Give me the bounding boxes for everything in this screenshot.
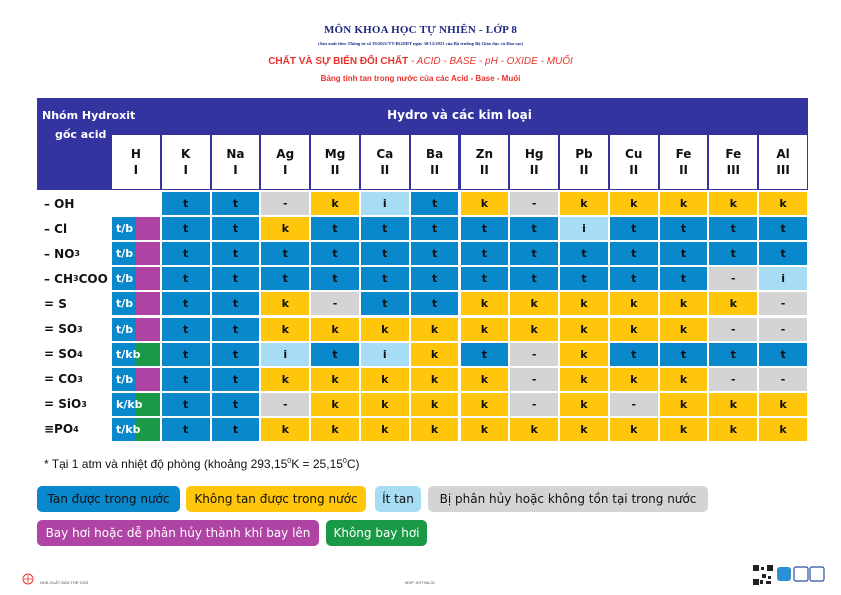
solubility-cell: t xyxy=(660,343,708,366)
solubility-cell: k xyxy=(261,418,309,441)
solubility-cell: t xyxy=(361,292,409,315)
anion-prefix: – OH xyxy=(44,196,75,211)
qr-code-icon xyxy=(752,564,774,586)
solubility-cell: t xyxy=(162,217,210,240)
solubility-cell: t/b xyxy=(112,242,160,265)
solubility-cell: k xyxy=(660,393,708,416)
ion-valence: III xyxy=(776,163,790,177)
solubility-cell: k xyxy=(610,318,658,341)
solubility-cell: - xyxy=(610,393,658,416)
solubility-cell: k xyxy=(261,368,309,391)
anion-label xyxy=(38,217,110,240)
solubility-cell: t xyxy=(212,368,260,391)
solubility-cell: i xyxy=(361,343,409,366)
anion-prefix: ≡PO xyxy=(44,422,74,437)
solubility-cell: k xyxy=(560,418,608,441)
anion-subscript: 3 xyxy=(77,374,83,384)
solubility-cell: k xyxy=(560,393,608,416)
ion-header-fe xyxy=(709,135,757,189)
page-subtitle: (Sản xuất theo Thông tư số 39/2021/TT-BGDĐT ngày 30/12/2021 của Bộ trưởng Bộ Giáo dục và Đào tạo) xyxy=(318,41,523,46)
solubility-cell: k xyxy=(660,418,708,441)
anion-prefix: – NO xyxy=(44,246,75,261)
solubility-cell: t xyxy=(212,393,260,416)
solubility-cell: t xyxy=(510,267,558,290)
solubility-cell: t xyxy=(162,393,210,416)
solubility-cell: k xyxy=(610,368,658,391)
solubility-cell: t xyxy=(610,217,658,240)
solubility-cell: t xyxy=(510,217,558,240)
solubility-cell: k xyxy=(759,393,807,416)
anion-label xyxy=(38,418,110,441)
solubility-cell: - xyxy=(759,368,807,391)
solubility-cell: t xyxy=(212,192,260,215)
ion-symbol: Pb xyxy=(575,146,593,161)
solubility-cell: t xyxy=(361,217,409,240)
solubility-cell xyxy=(112,192,160,215)
solubility-cell: i xyxy=(560,217,608,240)
ion-header-k xyxy=(162,135,210,189)
solubility-cell: t xyxy=(660,242,708,265)
solubility-cell: k xyxy=(560,343,608,366)
solubility-cell: t/b xyxy=(112,267,160,290)
ion-symbol: Cu xyxy=(625,146,643,161)
solubility-cell: - xyxy=(709,318,757,341)
anion-label xyxy=(38,192,110,215)
legend-volatile: Bay hơi hoặc dễ phân hủy thành khí bay lên xyxy=(37,520,319,546)
solubility-cell: - xyxy=(311,292,359,315)
solubility-cell: - xyxy=(261,393,309,416)
solubility-cell: t xyxy=(311,217,359,240)
solubility-cell: t xyxy=(709,343,757,366)
solubility-cell: k xyxy=(411,368,459,391)
solubility-cell: k xyxy=(759,418,807,441)
solubility-cell: t xyxy=(660,217,708,240)
solubility-cell: t xyxy=(461,267,509,290)
footnote-end: C) xyxy=(346,457,360,471)
solubility-cell: k xyxy=(759,192,807,215)
solubility-cell: t xyxy=(162,292,210,315)
solubility-cell: k xyxy=(461,192,509,215)
anion-prefix: = SO xyxy=(44,347,78,362)
solubility-cell: t xyxy=(759,217,807,240)
solubility-cell: k xyxy=(610,192,658,215)
solubility-cell: k xyxy=(261,292,309,315)
solubility-cell: k xyxy=(560,192,608,215)
solubility-cell: t xyxy=(510,242,558,265)
solubility-cell: t xyxy=(560,267,608,290)
solubility-cell: t/kb xyxy=(112,418,160,441)
solubility-cell: k xyxy=(510,418,558,441)
solubility-cell: k xyxy=(361,418,409,441)
metals-title: Hydro và các kim loại xyxy=(387,108,532,122)
corner-line2: gốc acid xyxy=(55,128,107,141)
solubility-cell: t xyxy=(162,192,210,215)
solubility-cell: - xyxy=(759,292,807,315)
solubility-cell: k xyxy=(709,418,757,441)
solubility-cell: t/b xyxy=(112,318,160,341)
solubility-cell: k xyxy=(261,217,309,240)
ion-header-ba xyxy=(411,135,459,189)
ion-valence: II xyxy=(330,163,340,177)
solubility-cell: t xyxy=(212,267,260,290)
ion-header-hg xyxy=(510,135,558,189)
solubility-cell: k xyxy=(660,192,708,215)
legend-soluble: Tan được trong nước xyxy=(37,486,180,512)
legend-decomposed: Bị phân hủy hoặc không tồn tại trong nước xyxy=(428,486,708,512)
solubility-cell: k xyxy=(660,318,708,341)
ion-header-cu xyxy=(610,135,658,189)
solubility-cell: t xyxy=(759,343,807,366)
solubility-cell: - xyxy=(510,343,558,366)
anion-prefix: = CO xyxy=(44,372,78,387)
solubility-cell: k xyxy=(311,418,359,441)
solubility-cell: k xyxy=(361,318,409,341)
solubility-cell: - xyxy=(510,192,558,215)
solubility-cell: t xyxy=(411,217,459,240)
solubility-cell: k xyxy=(411,393,459,416)
solubility-cell: t xyxy=(560,242,608,265)
solubility-cell: t xyxy=(610,267,658,290)
solubility-cell: k xyxy=(660,368,708,391)
solubility-cell: t xyxy=(411,267,459,290)
solubility-cell: k xyxy=(610,418,658,441)
anion-label xyxy=(38,318,110,341)
solubility-cell: t xyxy=(361,242,409,265)
solubility-cell: t xyxy=(162,418,210,441)
solubility-cell: t/kb xyxy=(112,343,160,366)
solubility-cell: t xyxy=(212,242,260,265)
footnote-text: * Tại 1 atm và nhiệt độ phòng (khoảng 293,15 xyxy=(44,457,288,471)
solubility-cell: k xyxy=(660,292,708,315)
certification-logos-icon xyxy=(776,565,826,585)
ion-symbol: H xyxy=(130,146,141,161)
ion-symbol: Na xyxy=(226,146,245,161)
topic-bold: CHẤT VÀ SỰ BIẾN ĐỔI CHẤT xyxy=(268,56,409,67)
anion-prefix: – Cl xyxy=(44,221,68,236)
solubility-cell: k xyxy=(311,368,359,391)
solubility-cell: k xyxy=(510,292,558,315)
solubility-cell: - xyxy=(261,192,309,215)
table-caption: Bảng tính tan trong nước của các Acid - Base - Muối xyxy=(320,74,521,83)
solubility-cell: k xyxy=(709,192,757,215)
anion-label xyxy=(38,242,110,265)
solubility-cell: k xyxy=(311,192,359,215)
solubility-cell: t xyxy=(212,318,260,341)
solubility-cell: k xyxy=(461,418,509,441)
solubility-cell: k xyxy=(411,318,459,341)
solubility-cell: - xyxy=(510,393,558,416)
anion-subscript: 3 xyxy=(81,399,87,409)
anion-label xyxy=(38,267,110,290)
solubility-cell: k xyxy=(411,418,459,441)
corner-line1: Nhóm Hydroxit xyxy=(42,109,136,122)
solubility-cell: t xyxy=(162,242,210,265)
solubility-cell: t xyxy=(411,242,459,265)
solubility-cell: t xyxy=(162,368,210,391)
solubility-cell: k xyxy=(709,393,757,416)
solubility-cell: i xyxy=(759,267,807,290)
ion-valence: I xyxy=(283,163,288,177)
ion-header-zn xyxy=(461,135,509,189)
solubility-cell: k xyxy=(461,318,509,341)
solubility-cell: t xyxy=(610,343,658,366)
solubility-cell: t xyxy=(709,217,757,240)
ion-symbol: Zn xyxy=(475,146,494,161)
ion-symbol: K xyxy=(181,146,191,161)
solubility-cell: k xyxy=(311,393,359,416)
ion-valence: II xyxy=(679,163,688,177)
topic-italic: - ACID - BASE - pH - OXIDE - MUỐI xyxy=(408,56,573,67)
footnote-sup1: 0 xyxy=(287,458,292,465)
solubility-cell: t xyxy=(411,292,459,315)
solubility-cell: t xyxy=(311,267,359,290)
ion-valence: II xyxy=(479,163,489,177)
ion-valence: III xyxy=(726,163,741,177)
anion-prefix: = SiO xyxy=(44,397,82,412)
solubility-cell: k xyxy=(560,368,608,391)
ion-symbol: Fe xyxy=(725,146,742,161)
solubility-cell: t xyxy=(311,242,359,265)
solubility-cell: - xyxy=(759,318,807,341)
ion-valence: I xyxy=(233,163,238,177)
ion-valence: II xyxy=(529,163,539,177)
product-code: MSP: KHTN8-02 xyxy=(405,580,435,585)
legend-nonvolatile: Không bay hơi xyxy=(326,520,427,546)
solubility-cell: k/kb xyxy=(112,393,160,416)
anion-subscript: 3 xyxy=(73,274,79,284)
anion-subscript: 4 xyxy=(73,424,79,434)
solubility-cell: k xyxy=(261,318,309,341)
ion-header-fe xyxy=(660,135,708,189)
ion-symbol: Hg xyxy=(524,146,544,161)
anion-suffix: COO xyxy=(78,271,108,286)
ion-header-ca xyxy=(361,135,409,189)
topic-line xyxy=(0,56,841,67)
solubility-cell: t xyxy=(411,192,459,215)
solubility-cell: t/b xyxy=(112,368,160,391)
solubility-cell: t xyxy=(311,343,359,366)
ion-valence: II xyxy=(579,163,589,177)
solubility-cell: k xyxy=(361,368,409,391)
ion-valence: II xyxy=(629,163,639,177)
corner-header xyxy=(37,98,136,190)
solubility-cell: t xyxy=(162,318,210,341)
page-title: MÔN KHOA HỌC TỰ NHIÊN - LỚP 8 xyxy=(323,24,518,36)
footnote-mid: K = 25,15 xyxy=(291,457,343,471)
ion-symbol: Al xyxy=(776,146,790,161)
solubility-cell: k xyxy=(461,292,509,315)
solubility-cell: k xyxy=(461,393,509,416)
ion-symbol: Ag xyxy=(276,146,295,161)
footnote-sup2: 0 xyxy=(342,458,347,465)
solubility-cell: k xyxy=(709,292,757,315)
solubility-cell: k xyxy=(311,318,359,341)
ion-header-h xyxy=(112,135,160,189)
anion-prefix: – CH xyxy=(44,271,74,286)
ion-symbol: Fe xyxy=(675,146,692,161)
solubility-cell: t xyxy=(212,292,260,315)
solubility-cell: - xyxy=(709,267,757,290)
solubility-cell: - xyxy=(709,368,757,391)
solubility-cell: k xyxy=(361,393,409,416)
solubility-cell: t xyxy=(261,267,309,290)
solubility-cell: t xyxy=(361,267,409,290)
ion-symbol: Mg xyxy=(324,146,346,161)
anion-label xyxy=(38,292,110,315)
solubility-cell: t xyxy=(660,267,708,290)
anion-subscript: 4 xyxy=(77,349,83,359)
ion-symbol: Ca xyxy=(376,146,394,161)
solubility-cell: - xyxy=(510,368,558,391)
anion-subscript: 3 xyxy=(77,324,83,334)
ion-header-mg xyxy=(311,135,359,189)
solubility-cell: k xyxy=(560,318,608,341)
ion-header-na xyxy=(212,135,260,189)
solubility-table xyxy=(37,98,808,441)
ion-header-al xyxy=(759,135,807,189)
solubility-cell: t xyxy=(212,217,260,240)
solubility-cell: i xyxy=(361,192,409,215)
anion-subscript: 3 xyxy=(74,249,80,259)
solubility-cell: k xyxy=(461,368,509,391)
solubility-cell: t xyxy=(162,267,210,290)
solubility-cell: t xyxy=(461,242,509,265)
solubility-cell: t xyxy=(709,242,757,265)
solubility-cell: t xyxy=(610,242,658,265)
solubility-cell: i xyxy=(261,343,309,366)
solubility-cell: t xyxy=(212,343,260,366)
ion-header-ag xyxy=(261,135,309,189)
legend-slightly-soluble: Ít tan xyxy=(375,486,421,512)
anion-label xyxy=(38,393,110,416)
solubility-cell: t xyxy=(261,242,309,265)
footnote xyxy=(44,457,360,471)
solubility-cell: k xyxy=(510,318,558,341)
solubility-cell: t/b xyxy=(112,292,160,315)
ion-valence: I xyxy=(133,163,139,177)
solubility-cell: k xyxy=(610,292,658,315)
publisher-name: NHÀ XUẤT BẢN THẾ GIỚI xyxy=(40,580,89,585)
solubility-cell: k xyxy=(560,292,608,315)
anion-prefix: = S xyxy=(44,296,67,311)
anion-label xyxy=(38,368,110,391)
solubility-cell: k xyxy=(411,343,459,366)
solubility-cell: t xyxy=(759,242,807,265)
solubility-cell: t xyxy=(461,343,509,366)
solubility-cell: t xyxy=(461,217,509,240)
ion-symbol: Ba xyxy=(425,146,444,161)
ion-header-pb xyxy=(560,135,608,189)
ion-valence: II xyxy=(380,163,390,177)
legend-insoluble: Không tan được trong nước xyxy=(186,486,366,512)
solubility-cell: t/b xyxy=(112,217,160,240)
anion-prefix: = SO xyxy=(44,322,78,337)
ion-valence: I xyxy=(183,163,188,177)
ion-valence: II xyxy=(430,163,440,177)
solubility-cell: t xyxy=(162,343,210,366)
solubility-cell: t xyxy=(212,418,260,441)
anion-label xyxy=(38,343,110,366)
publisher-logo-icon xyxy=(18,572,38,586)
